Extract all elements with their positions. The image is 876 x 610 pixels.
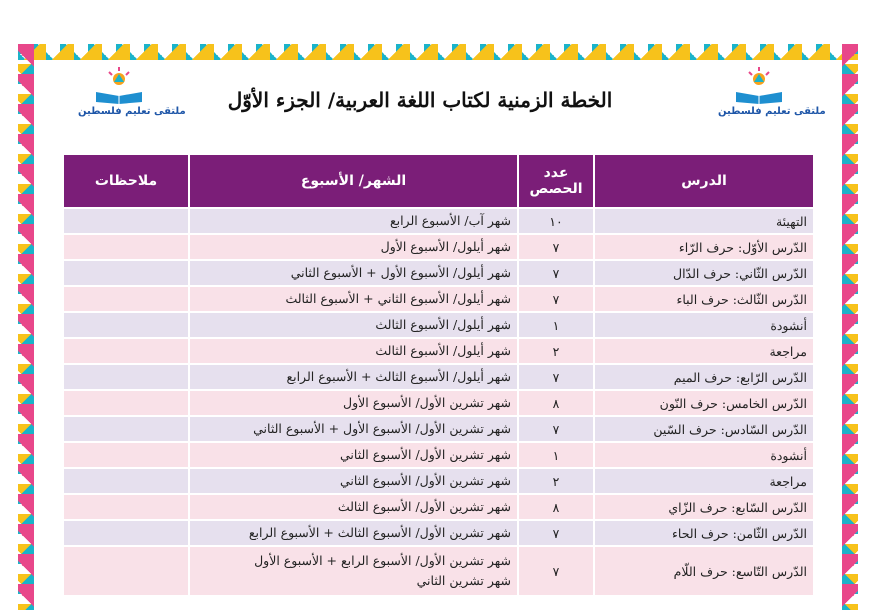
cell-notes — [64, 469, 188, 493]
cell-week — [190, 235, 517, 259]
sun-icon — [106, 66, 132, 88]
logo-text: ملتقى تعليم فلسطين — [78, 106, 186, 117]
cell-count: ١ — [519, 313, 593, 337]
cell-lesson: الدّرس التّاسع: حرف اللّام — [595, 547, 813, 595]
cell-week-line: شهر تشرين الأول/ الأسبوع الثاني — [339, 473, 511, 488]
cell-lesson: الدّرس الرّابع: حرف الميم — [595, 365, 813, 389]
cell-week-line: شهر أيلول/ الأسبوع الثالث + الأسبوع الرابع — [286, 369, 511, 384]
cell-count: ٧ — [519, 521, 593, 545]
header-count-line1: عدد — [543, 165, 569, 181]
cell-lesson: الدّرس الخامس: حرف النّون — [595, 391, 813, 415]
cell-week — [190, 287, 517, 311]
cell-count: ٨ — [519, 391, 593, 415]
cell-week — [190, 443, 517, 467]
cell-week-line: شهر تشرين الأول/ الأسبوع الرابع + الأسبوع الأول — [254, 553, 511, 568]
cell-count: ٧ — [519, 547, 593, 595]
cell-count: ١٠ — [519, 209, 593, 233]
cell-notes — [64, 235, 188, 259]
sun-icon — [746, 66, 772, 88]
table-row — [64, 287, 813, 311]
table-row — [64, 339, 813, 363]
cell-week-line: شهر تشرين الأول/ الأسبوع الثاني — [339, 447, 511, 462]
cell-count: ٧ — [519, 417, 593, 441]
table-row — [64, 391, 813, 415]
header-count — [519, 155, 593, 207]
cell-week-line: شهر تشرين الأول/ الأسبوع الأول — [343, 395, 511, 410]
cell-notes — [64, 417, 188, 441]
cell-notes — [64, 287, 188, 311]
table-row — [64, 495, 813, 519]
cell-week-line: شهر أيلول/ الأسبوع الثاني + الأسبوع الثالث — [285, 291, 511, 306]
cell-week — [190, 495, 517, 519]
cell-week-line: شهر أيلول/ الأسبوع الثالث — [375, 317, 511, 332]
cell-lesson: الدّرس الأوّل: حرف الرّاء — [595, 235, 813, 259]
cell-lesson: الدّرس السّابع: حرف الزّاي — [595, 495, 813, 519]
cell-week — [190, 365, 517, 389]
table-row — [64, 261, 813, 285]
cell-notes — [64, 313, 188, 337]
cell-week — [190, 417, 517, 441]
cell-lesson: الدّرس الثّاني: حرف الدّال — [595, 261, 813, 285]
table-row — [64, 365, 813, 389]
cell-week-line: شهر تشرين الأول/ الأسبوع الثالث + الأسبوع الرابع — [248, 525, 511, 540]
table-row — [64, 417, 813, 441]
cell-count: ١ — [519, 443, 593, 467]
decorative-border-right — [842, 44, 858, 610]
book-icon — [734, 88, 784, 104]
cell-week-line: شهر آب/ الأسبوع الرابع — [389, 213, 511, 228]
cell-lesson: أنشودة — [595, 443, 813, 467]
cell-lesson: أنشودة — [595, 313, 813, 337]
cell-count: ٢ — [519, 339, 593, 363]
cell-count: ٧ — [519, 287, 593, 311]
logo-right — [718, 62, 826, 122]
table-row — [64, 469, 813, 493]
cell-week — [190, 469, 517, 493]
cell-lesson: التهيئة — [595, 209, 813, 233]
cell-notes — [64, 365, 188, 389]
cell-week — [190, 209, 517, 233]
page-title: الخطة الزمنية لكتاب اللغة العربية/ الجزء الأوّل — [227, 88, 613, 112]
schedule-table — [62, 153, 815, 597]
book-icon — [94, 88, 144, 104]
table-row — [64, 313, 813, 337]
header-count-line2: الحصص — [529, 181, 583, 197]
logo-text: ملتقى تعليم فلسطين — [718, 106, 826, 117]
table-row — [64, 209, 813, 233]
cell-week-line-2: شهر تشرين الثاني — [416, 573, 511, 588]
cell-count: ٧ — [519, 261, 593, 285]
cell-week — [190, 313, 517, 337]
table-row — [64, 443, 813, 467]
cell-notes — [64, 209, 188, 233]
cell-week — [190, 521, 517, 545]
cell-lesson: الدّرس السّادس: حرف السّين — [595, 417, 813, 441]
table-row — [64, 521, 813, 545]
logo-left — [78, 62, 186, 122]
cell-notes — [64, 547, 188, 595]
table-header-row — [64, 155, 813, 207]
header-lesson: الدرس — [595, 155, 813, 207]
cell-notes — [64, 339, 188, 363]
header-week: الشهر/ الأسبوع — [190, 155, 517, 207]
cell-count: ٧ — [519, 235, 593, 259]
cell-lesson: الدّرس الثّامن: حرف الحاء — [595, 521, 813, 545]
cell-week-line: شهر تشرين الأول/ الأسبوع الأول + الأسبوع الثاني — [253, 421, 511, 436]
cell-week-line: شهر أيلول/ الأسبوع الأول + الأسبوع الثاني — [290, 265, 511, 280]
table-row — [64, 547, 813, 595]
decorative-border-top — [18, 44, 858, 60]
cell-week — [190, 547, 517, 595]
cell-lesson: مراجعة — [595, 469, 813, 493]
cell-notes — [64, 521, 188, 545]
table-row — [64, 235, 813, 259]
cell-week — [190, 339, 517, 363]
cell-week-line: شهر تشرين الأول/ الأسبوع الثالث — [337, 499, 511, 514]
cell-lesson: مراجعة — [595, 339, 813, 363]
cell-week-line: شهر أيلول/ الأسبوع الأول — [380, 239, 511, 254]
cell-lesson: الدّرس الثّالث: حرف الباء — [595, 287, 813, 311]
cell-notes — [64, 261, 188, 285]
cell-week — [190, 261, 517, 285]
cell-count: ٨ — [519, 495, 593, 519]
header-notes: ملاحظات — [64, 155, 188, 207]
cell-notes — [64, 443, 188, 467]
decorative-border-left — [18, 44, 34, 610]
cell-week — [190, 391, 517, 415]
cell-notes — [64, 495, 188, 519]
cell-count: ٢ — [519, 469, 593, 493]
cell-notes — [64, 391, 188, 415]
cell-count: ٧ — [519, 365, 593, 389]
cell-week-line: شهر أيلول/ الأسبوع الثالث — [375, 343, 511, 358]
